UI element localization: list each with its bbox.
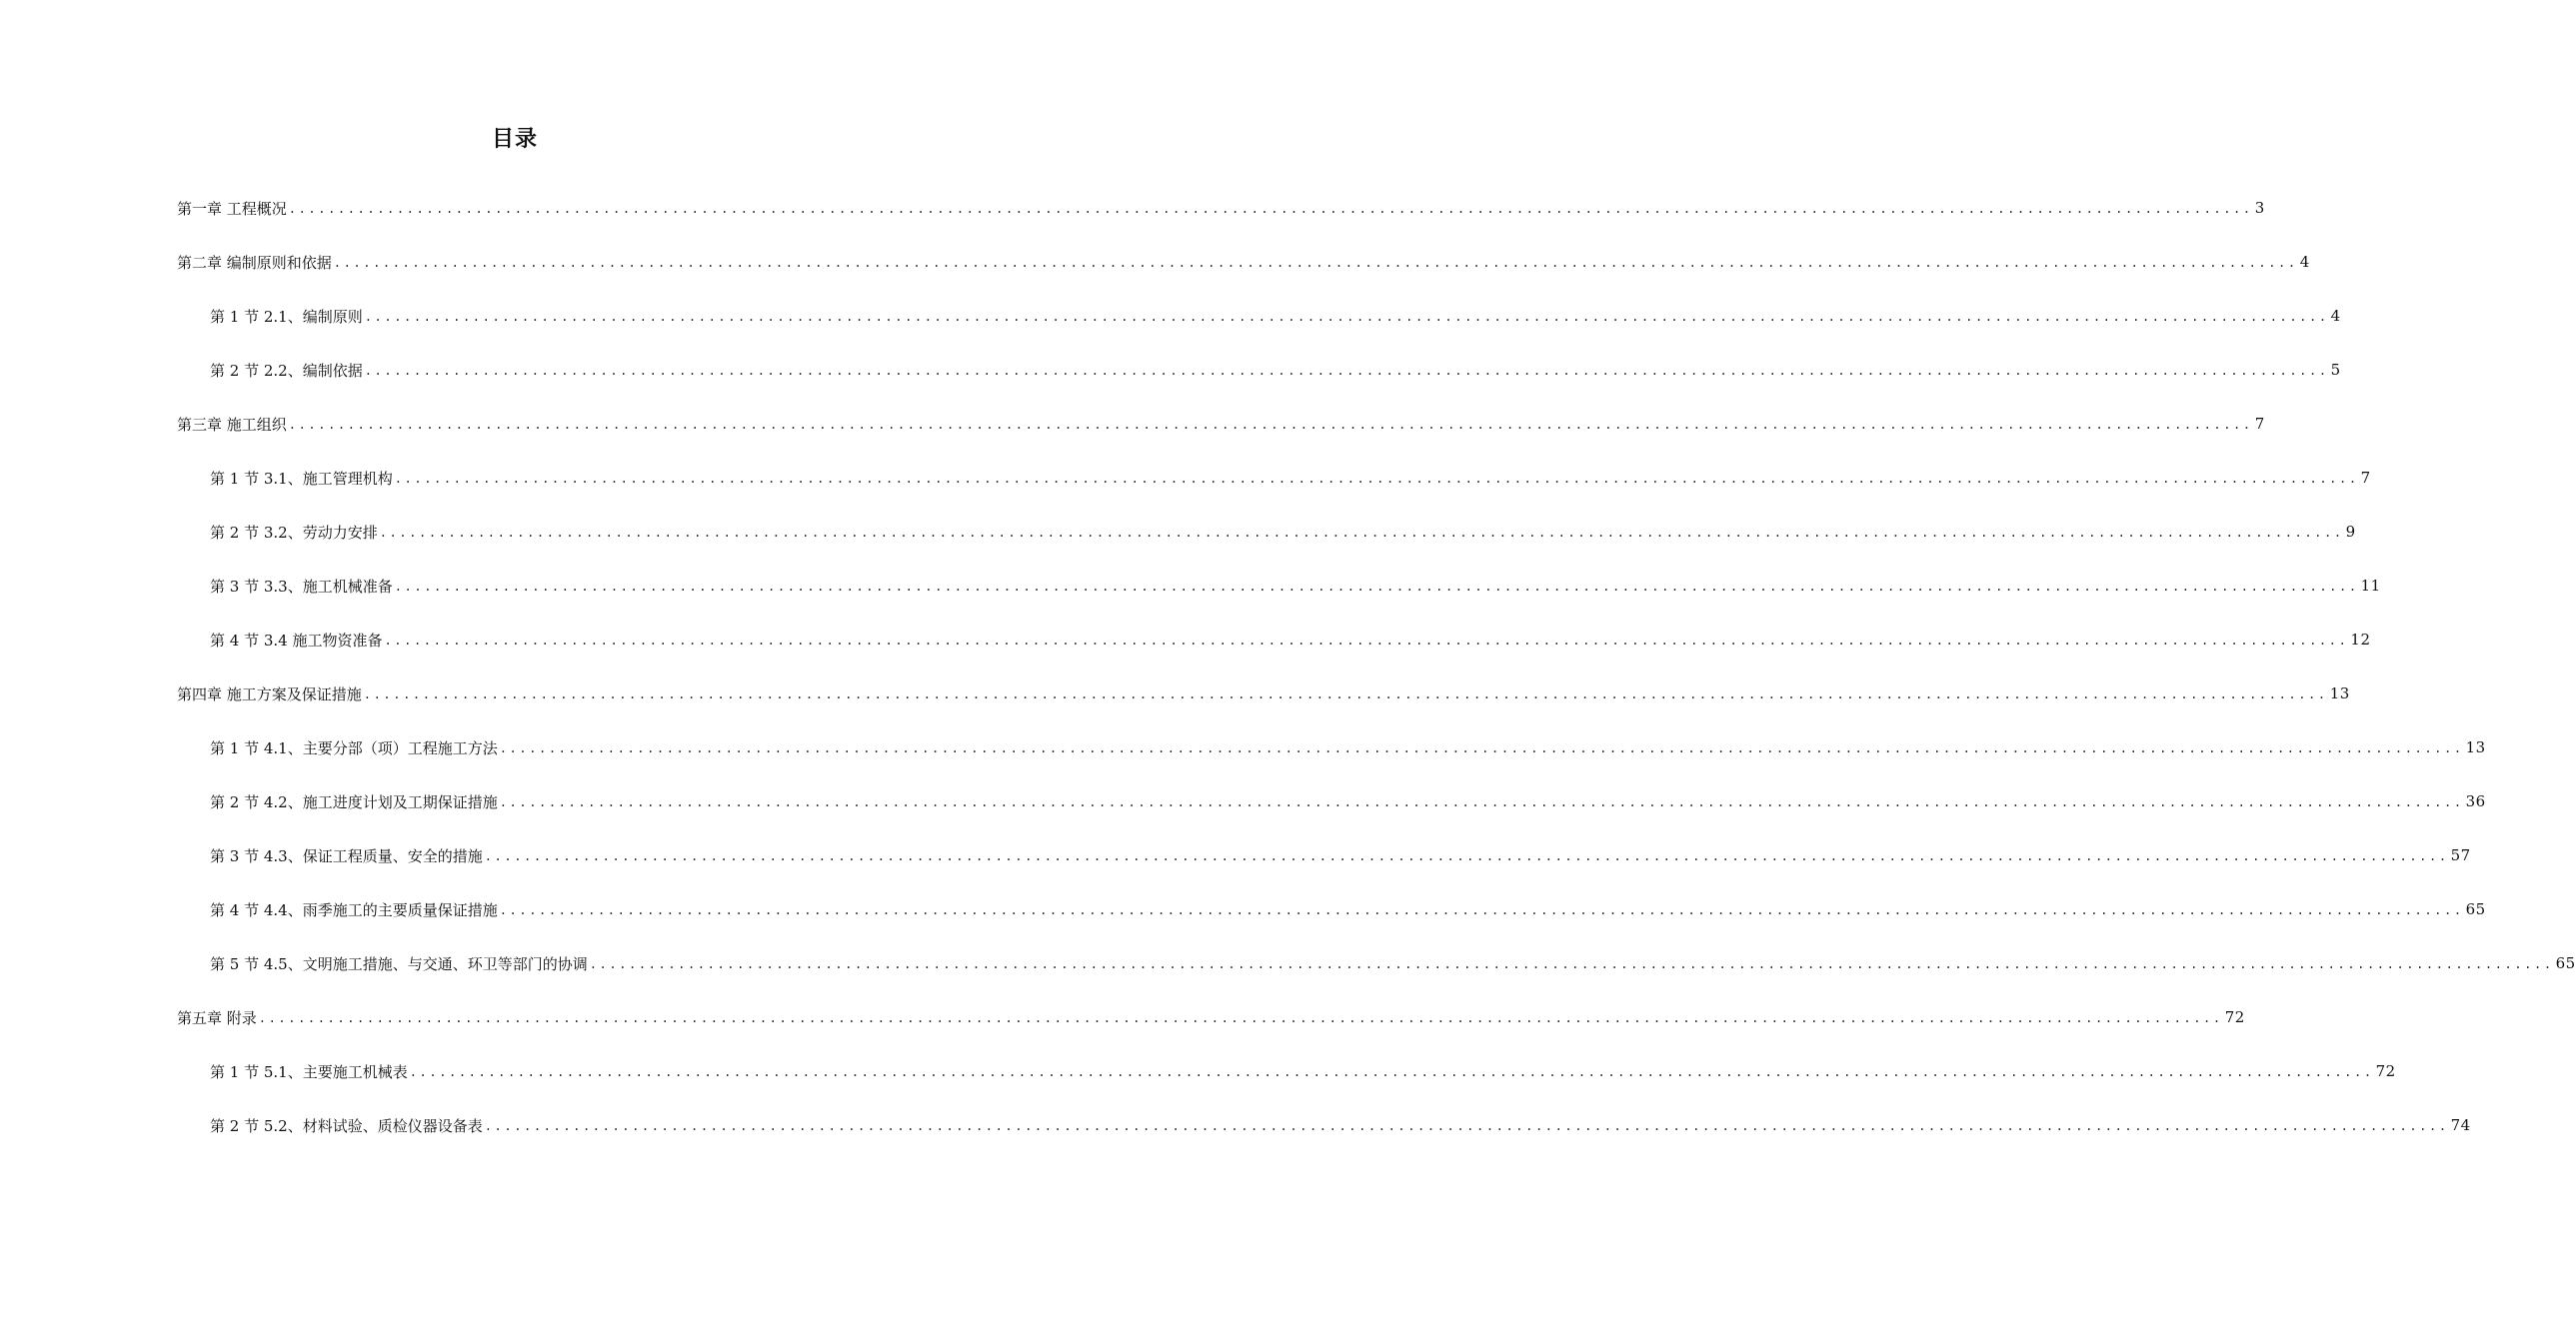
toc-entry-label: 第 2 节 3.2、劳动力安排 (210, 523, 378, 542)
toc-entry[interactable] (177, 559, 2381, 613)
toc-page-number: 4 (2299, 253, 2310, 271)
toc-entry[interactable] (177, 235, 2310, 289)
toc-page-number: 4 (2330, 307, 2341, 325)
toc-entry[interactable] (177, 181, 2265, 235)
toc-page-number: 7 (2360, 469, 2371, 487)
toc-entry-label: 第 1 节 2.1、编制原则 (210, 307, 363, 326)
toc-leader-dots: ........................................................................................................................................................................................................ (394, 580, 2359, 594)
toc-leader-dots: ........................................................................................................................................................................................................ (384, 634, 2349, 648)
toc-entry-label: 第一章 工程概况 (177, 199, 287, 218)
toc-page-number: 65 (2465, 900, 2486, 918)
toc-page-number: 11 (2360, 577, 2381, 595)
toc-page-number: 72 (2224, 1008, 2245, 1026)
toc-entry-label: 第五章 附录 (177, 1008, 257, 1027)
toc-entry-label: 第 5 节 4.5、文明施工措施、与交通、环卫等部门的协调 (210, 954, 588, 973)
toc-entry-label: 第 2 节 2.2、编制依据 (210, 361, 363, 380)
toc-entry[interactable] (177, 774, 2486, 828)
toc-leader-dots: ........................................................................................................................................................................................................ (258, 1011, 2223, 1025)
table-of-contents (177, 181, 2576, 1152)
toc-entry-label: 第 1 节 3.1、施工管理机构 (210, 469, 393, 488)
toc-entry[interactable] (177, 397, 2265, 451)
toc-entry[interactable] (177, 720, 2486, 774)
toc-page-number: 9 (2345, 523, 2356, 541)
toc-entry-label: 第 2 节 5.2、材料试验、质检仪器设备表 (210, 1116, 483, 1135)
toc-page-number: 74 (2450, 1116, 2471, 1134)
toc-page-number: 65 (2555, 954, 2576, 972)
toc-leader-dots: ........................................................................................................................................................................................................ (288, 418, 2253, 432)
toc-entry-label: 第 1 节 4.1、主要分部（项）工程施工方法 (210, 738, 498, 757)
toc-leader-dots: ........................................................................................................................................................................................................ (364, 310, 2329, 324)
toc-leader-dots: ........................................................................................................................................................................................................ (364, 364, 2329, 378)
toc-entry-label: 第 4 节 4.4、雨季施工的主要质量保证措施 (210, 900, 498, 919)
toc-entry[interactable] (177, 613, 2371, 667)
toc-leader-dots: ........................................................................................................................................................................................................ (288, 202, 2253, 216)
toc-entry[interactable] (177, 990, 2245, 1044)
toc-leader-dots: ........................................................................................................................................................................................................ (484, 1119, 2449, 1133)
toc-leader-dots: ........................................................................................................................................................................................................ (363, 687, 2328, 701)
toc-entry-label: 第三章 施工组织 (177, 415, 287, 434)
toc-page-number: 57 (2450, 846, 2471, 864)
toc-entry-label: 第 3 节 4.3、保证工程质量、安全的措施 (210, 846, 483, 865)
toc-entry[interactable] (177, 451, 2371, 505)
toc-entry-label: 第 2 节 4.2、施工进度计划及工期保证措施 (210, 792, 498, 811)
toc-entry-label: 第 1 节 5.1、主要施工机械表 (210, 1062, 408, 1081)
toc-entry-label: 第 3 节 3.3、施工机械准备 (210, 577, 393, 596)
toc-entry-label: 第二章 编制原则和依据 (177, 253, 332, 272)
toc-page-number: 5 (2330, 361, 2341, 379)
toc-leader-dots: ........................................................................................................................................................................................................ (589, 957, 2554, 971)
toc-leader-dots: ........................................................................................................................................................................................................ (409, 1065, 2374, 1079)
toc-page-number: 72 (2375, 1062, 2396, 1080)
toc-page-number: 7 (2254, 415, 2265, 433)
toc-entry[interactable] (177, 1044, 2396, 1098)
toc-page-number: 13 (2329, 684, 2350, 702)
toc-entry[interactable] (177, 882, 2486, 936)
toc-leader-dots: ........................................................................................................................................................................................................ (333, 256, 2298, 270)
toc-entry[interactable] (177, 828, 2471, 882)
toc-leader-dots: ........................................................................................................................................................................................................ (484, 849, 2449, 863)
toc-leader-dots: ........................................................................................................................................................................................................ (394, 472, 2359, 486)
toc-page-number: 12 (2350, 631, 2371, 649)
toc-entry[interactable] (177, 936, 2576, 990)
toc-entry[interactable] (177, 667, 2350, 720)
toc-leader-dots: ........................................................................................................................................................................................................ (499, 741, 2464, 755)
toc-leader-dots: ........................................................................................................................................................................................................ (499, 795, 2464, 809)
toc-leader-dots: ........................................................................................................................................................................................................ (499, 903, 2464, 917)
toc-entry-label: 第四章 施工方案及保证措施 (177, 684, 362, 703)
toc-entry[interactable] (177, 505, 2356, 559)
toc-page-number: 3 (2254, 199, 2265, 217)
toc-leader-dots: ........................................................................................................................................................................................................ (379, 526, 2344, 540)
toc-entry[interactable] (177, 1098, 2471, 1152)
toc-page-number: 36 (2465, 792, 2486, 810)
toc-page-number: 13 (2465, 738, 2486, 756)
toc-entry[interactable] (177, 289, 2341, 343)
toc-entry-label: 第 4 节 3.4 施工物资准备 (210, 631, 383, 650)
toc-entry[interactable] (177, 343, 2341, 397)
toc-title: 目录 (491, 127, 538, 152)
